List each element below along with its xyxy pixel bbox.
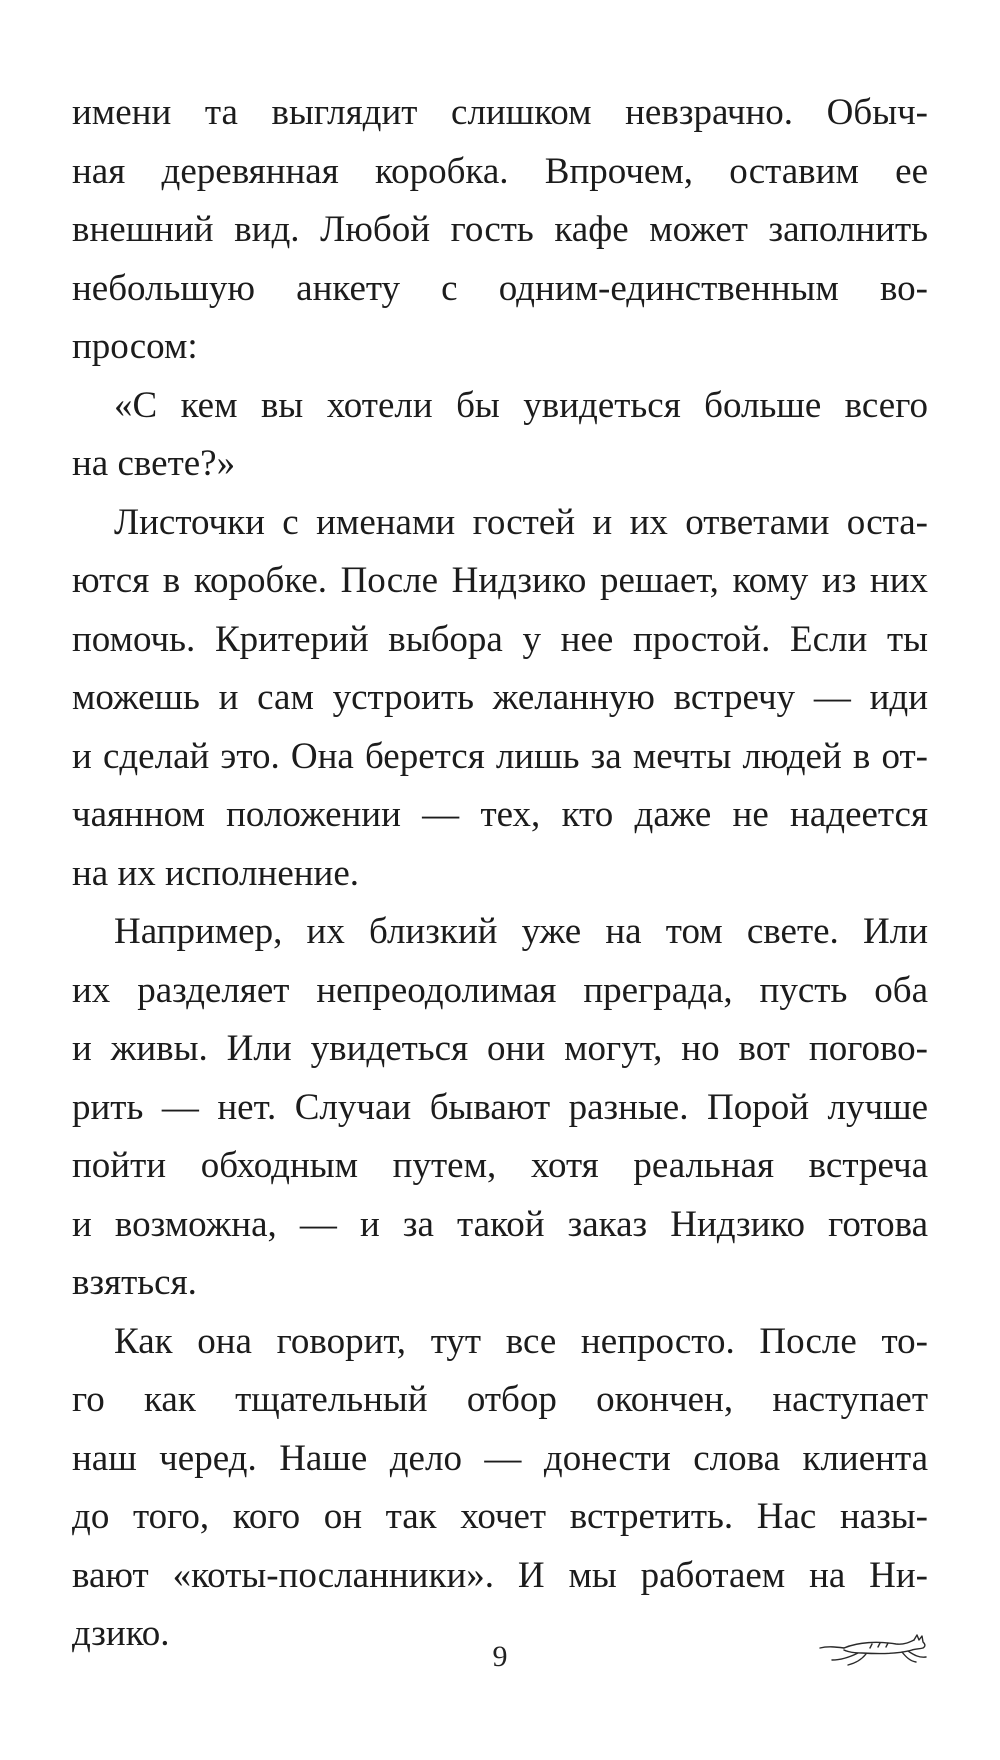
- text-line: Как она говорит, тут все непросто. После то-: [114, 1320, 928, 1362]
- paragraph: [72, 377, 928, 494]
- text-line: «С кем вы хотели бы увидеться больше всего: [114, 384, 928, 426]
- text-line: рить — нет. Случаи бывают разные. Порой лучше: [72, 1086, 928, 1128]
- text-line: на их исполнение.: [72, 852, 360, 894]
- text-line: на свете?»: [72, 443, 236, 484]
- text-line: ная деревянная коробка. Впрочем, оставим ее: [72, 150, 928, 192]
- text-line: Например, их близкий уже на том свете. Или: [114, 911, 928, 952]
- page-number: 9: [492, 1640, 508, 1673]
- text-line: имени та выглядит слишком невзрачно. Обыч-: [72, 92, 928, 133]
- paragraph: [72, 1313, 928, 1664]
- text-line: и сделай это. Она берется лишь за мечты людей в от-: [72, 735, 928, 777]
- paragraph: [72, 903, 928, 1313]
- text-line: ются в коробке. После Нидзико решает, кому из них: [72, 560, 928, 601]
- text-line: и живы. Или увидеться они могут, но вот погово-: [72, 1028, 928, 1069]
- text-line: их разделяет непреодолимая преграда, пусть оба: [72, 969, 928, 1011]
- text-line: наш черед. Наше дело — донести слова клиента: [72, 1437, 928, 1479]
- running-cat-icon: [818, 1632, 930, 1668]
- text-line: взяться.: [72, 1262, 197, 1303]
- text-line: Листочки с именами гостей и их ответами оста-: [114, 501, 928, 543]
- text-line: небольшую анкету с одним-единственным во-: [72, 267, 928, 309]
- paragraph: [72, 84, 928, 377]
- text-line: просом:: [72, 326, 198, 367]
- text-line: дзико.: [72, 1613, 170, 1654]
- page-text: [72, 84, 928, 1664]
- text-line: го как тщательный отбор окончен, наступает: [72, 1379, 928, 1420]
- paragraph: [72, 494, 928, 904]
- text-line: до того, кого он так хочет встретить. Нас назы-: [72, 1496, 928, 1537]
- text-line: и возможна, — и за такой заказ Нидзико готова: [72, 1203, 928, 1245]
- text-line: можешь и сам устроить желанную встречу — иди: [72, 677, 928, 718]
- text-line: пойти обходным путем, хотя реальная встреча: [72, 1145, 928, 1186]
- text-line: внешний вид. Любой гость кафе может заполнить: [72, 209, 928, 250]
- text-line: помочь. Критерий выбора у нее простой. Если ты: [72, 618, 928, 660]
- text-line: чаянном положении — тех, кто даже не надеется: [72, 794, 928, 835]
- text-line: вают «коты-посланники». И мы работаем на Ни-: [72, 1554, 928, 1596]
